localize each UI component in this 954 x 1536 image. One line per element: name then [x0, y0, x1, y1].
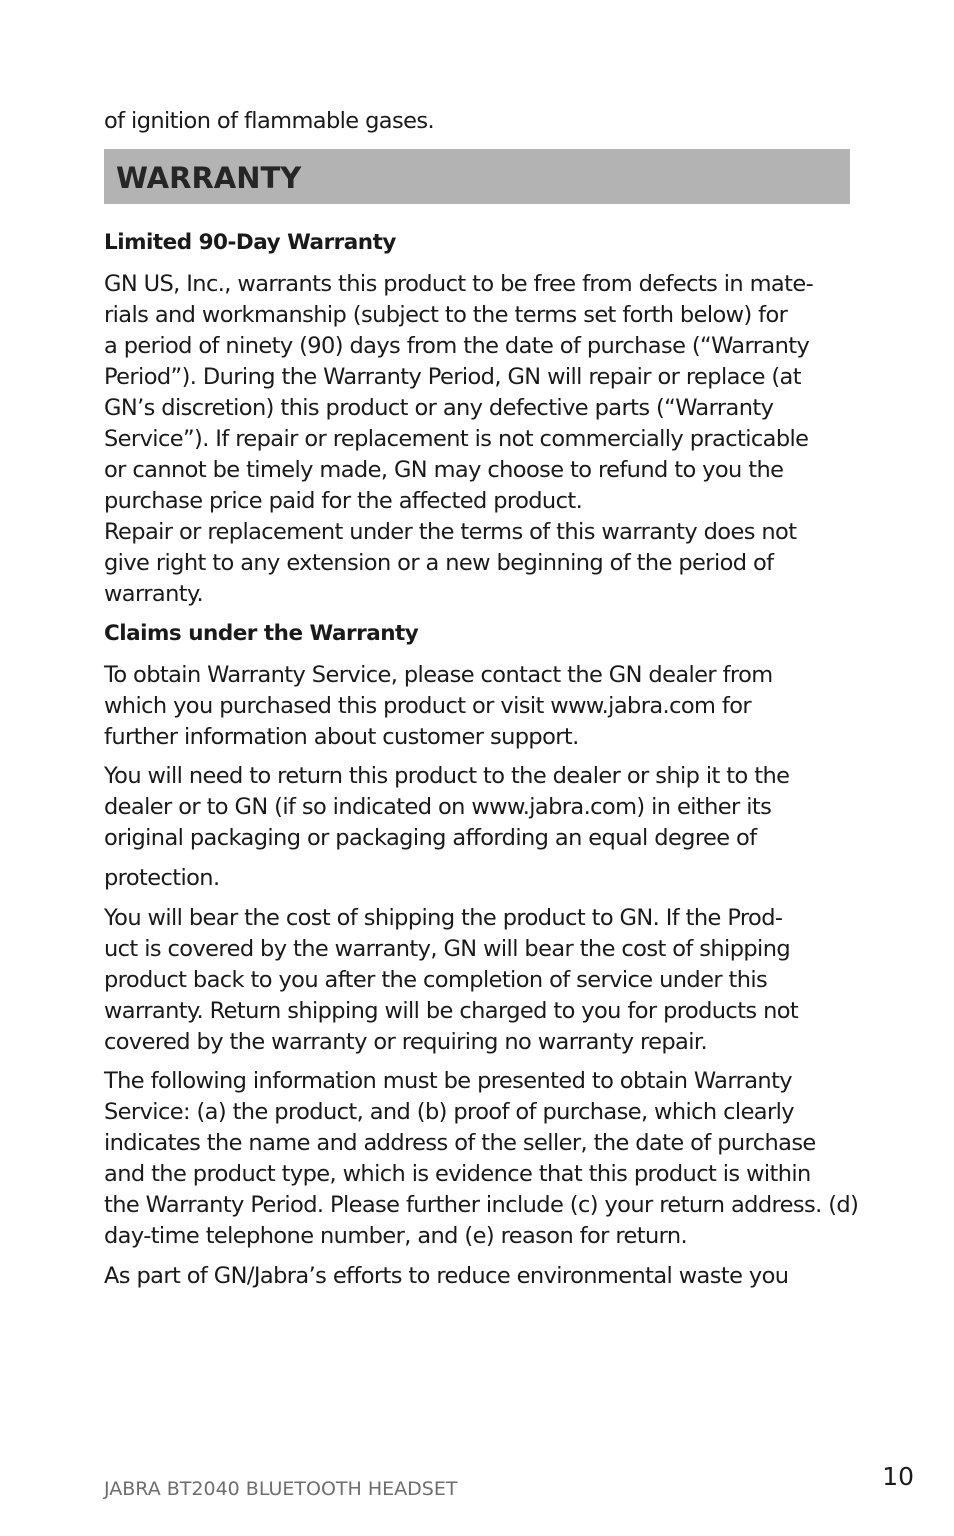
body-line: Period”). During the Warranty Period, GN will repair or replace (at — [104, 364, 801, 390]
footer-product-name: JABRA BT2040 BLUETOOTH HEADSET — [104, 1478, 458, 1500]
body-line: the Warranty Period. Please further include (c) your return address. (d) — [104, 1192, 859, 1218]
body-line: or cannot be timely made, GN may choose to refund to you the — [104, 457, 784, 483]
body-line: You will need to return this product to the dealer or ship it to the — [104, 763, 790, 789]
body-line: protection. — [104, 865, 220, 891]
continued-text: of ignition of flammable gases. — [104, 108, 434, 134]
body-line: Repair or replacement under the terms of this warranty does not — [104, 519, 797, 545]
body-line: which you purchased this product or visit www.jabra.com for — [104, 693, 752, 719]
body-line: uct is covered by the warranty, GN will bear the cost of shipping — [104, 936, 791, 962]
body-line: To obtain Warranty Service, please contact the GN dealer from — [104, 662, 773, 688]
body-line: a period of ninety (90) days from the date of purchase (“Warranty — [104, 333, 810, 359]
body-line: warranty. Return shipping will be charged to you for products not — [104, 998, 799, 1024]
body-line: covered by the warranty or requiring no warranty repair. — [104, 1029, 708, 1055]
body-line: GN’s discretion) this product or any defective parts (“Warranty — [104, 395, 774, 421]
body-line: and the product type, which is evidence that this product is within — [104, 1161, 811, 1187]
body-line: indicates the name and address of the seller, the date of purchase — [104, 1130, 816, 1156]
body-line: GN US, Inc., warrants this product to be free from defects in mate- — [104, 271, 814, 297]
heading-claims: Claims under the Warranty — [104, 621, 419, 646]
section-banner — [104, 149, 850, 204]
body-line: Service”). If repair or replacement is not commercially practicable — [104, 426, 809, 452]
body-line: original packaging or packaging affording an equal degree of — [104, 825, 757, 851]
body-line: product back to you after the completion of service under this — [104, 967, 768, 993]
body-line: day-time telephone number, and (e) reason for return. — [104, 1223, 688, 1249]
body-line: Service: (a) the product, and (b) proof of purchase, which clearly — [104, 1099, 795, 1125]
body-line: dealer or to GN (if so indicated on www.jabra.com) in either its — [104, 794, 772, 820]
body-line: As part of GN/Jabra’s efforts to reduce environmental waste you — [104, 1263, 789, 1289]
body-line: warranty. — [104, 581, 204, 607]
body-line: give right to any extension or a new beginning of the period of — [104, 550, 774, 576]
body-line: purchase price paid for the affected product. — [104, 488, 583, 514]
body-line: The following information must be presented to obtain Warranty — [104, 1068, 793, 1094]
heading-limited-warranty: Limited 90-Day Warranty — [104, 230, 396, 255]
section-title: WARRANTY — [116, 161, 302, 195]
body-line: further information about customer support. — [104, 724, 579, 750]
page-number: 10 — [882, 1462, 914, 1491]
body-line: You will bear the cost of shipping the product to GN. If the Prod- — [104, 905, 783, 931]
body-line: rials and workmanship (subject to the terms set forth below) for — [104, 302, 788, 328]
